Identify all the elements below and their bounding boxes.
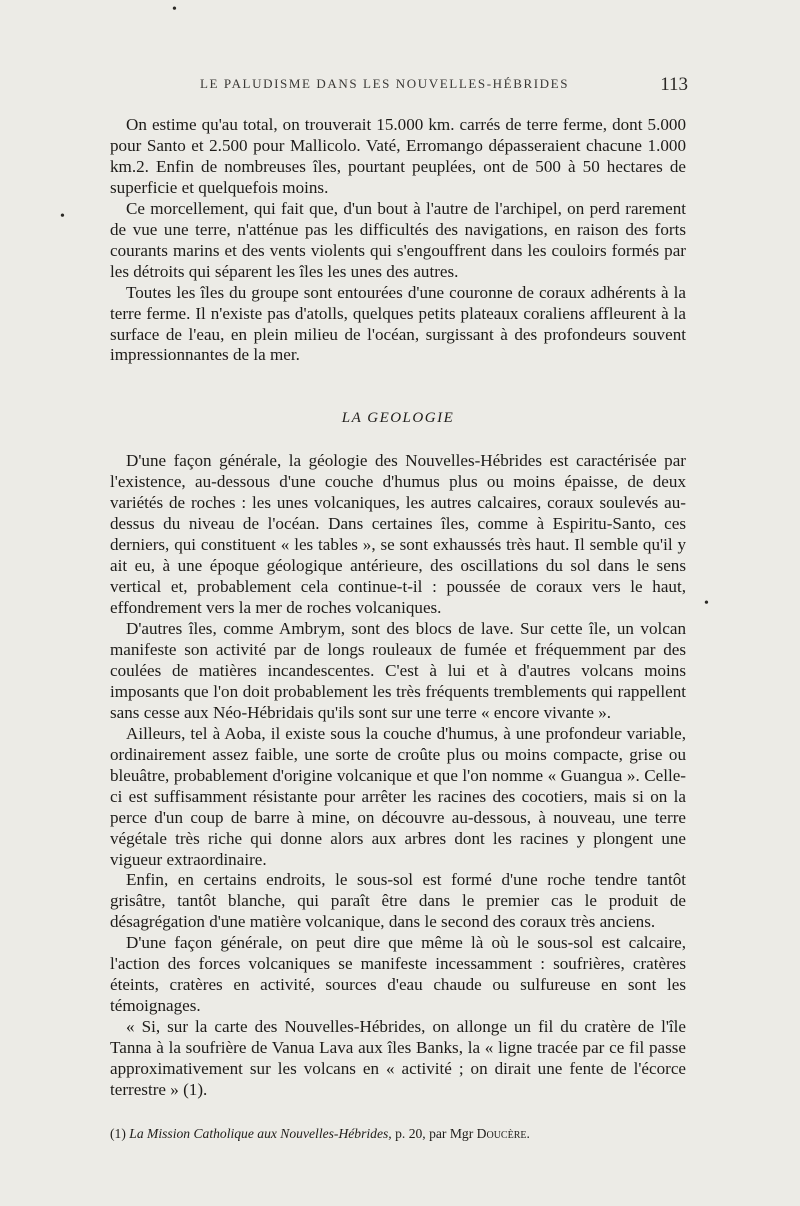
speck-mark: •: [172, 2, 177, 17]
paragraph: Toutes les îles du groupe sont entourées d'une couronne de coraux adhérents à la terre ferme. Il n'existe pas d'atolls, quelques petits plateaux coraliens affleurent à la surface de l'eau, en plein milieu de l'océan, surgissant à des profondeurs souvent impressionnantes de la mer.: [110, 282, 686, 365]
margin-dot: •: [60, 209, 65, 224]
section-title: LA GEOLOGIE: [341, 410, 455, 427]
footnote-title: La Mission Catholique aux Nouvelles-Hébrides,: [129, 1126, 392, 1141]
footnote-author: Doucère.: [476, 1126, 530, 1141]
footnote-number: (1): [110, 1126, 126, 1141]
page-header: [110, 74, 686, 98]
paragraph: On estime qu'au total, on trouverait 15.000 km. carrés de terre ferme, dont 5.000 pour Santo et 2.500 pour Mallicolo. Vaté, Erromango dépasseraient chacune 1.000 km.2. Enfin de nombreuses îles, pourtant peuplées, ont de 500 à 50 hectares de superficie et quelquefois moins.: [110, 115, 686, 197]
footnote: [110, 1125, 686, 1143]
paragraph: Ailleurs, tel à Aoba, il existe sous la couche d'humus, à une profondeur variable, ordinairement assez faible, une sorte de croûte plus ou moins compacte, grise ou bleuâtre, probablement d'origine volcanique et que l'on nomme « Guangua ». Celle-ci est suffisamment résistante pour arrêter les racines des cocotiers, mais si on la perce d'un coup de barre à mine, on découvre au-dessous, à nouveau, une terre végétale très riche qui donne alors aux arbres dont les racines y plongent une vigueur extraordinaire.: [110, 723, 686, 869]
margin-dot: •: [704, 596, 709, 611]
paragraph: D'une façon générale, la géologie des Nouvelles-Hébrides est caractérisée par l'existence, au-dessous d'une couche d'humus plus ou moins épaisse, de deux variétés de roches : les unes volcaniques, les autres calcaires, coraux soulevés au-dessus du niveau de l'océan. Dans certaines îles, comme à Espiritu-Santo, ces derniers, qui constituent « les tables », se sont exhaussés très haut. Il semble qu'il y ait eu, à une époque géologique antérieure, des oscillations du sol dans le sens vertical et, probablement cela continue-t-il : poussée de coraux vers le haut, effondrement vers la mer de roches volcaniques.: [110, 451, 686, 618]
paragraph: Enfin, en certains endroits, le sous-sol est formé d'une roche tendre tantôt grisâtre, tantôt blanche, qui paraît être dans le premier cas le produit de désagrégation d'une matière volcanique, dans le second des coraux très anciens.: [110, 870, 686, 932]
paragraph: D'autres îles, comme Ambrym, sont des blocs de lave. Sur cette île, un volcan manifeste son activité par de longs rouleaux de fumée et fréquemment par des coulées de matières incandescentes. C'est à lui et à d'autres volcans moins imposants que l'on doit probablement les très fréquents tremblements qui rappellent sans cesse aux Néo-Hébridais qu'ils sont sur une terre « encore vivante ».: [110, 619, 686, 722]
running-head: LE PALUDISME DANS LES NOUVELLES-HÉBRIDES: [200, 76, 570, 91]
page-number: 113: [660, 74, 688, 95]
paragraph: D'une façon générale, on peut dire que même là où le sous-sol est calcaire, l'action des forces volcaniques se manifeste incessamment : soufrières, cratères éteints, cratères en activité, sources d'eau chaude ou sulfureuse en sont les témoignages.: [110, 933, 686, 1016]
paragraph-quote: « Si, sur la carte des Nouvelles-Hébrides, on allonge un fil du cratère de l'île Tanna à la soufrière de Vanua Lava aux îles Banks, la « ligne tracée par ce fil passe approximativement sur les volcans en « activité ; on dirait une fente de l'écorce terrestre » (1).: [110, 1017, 686, 1099]
body-text: [110, 115, 686, 1101]
paragraph: Ce morcellement, qui fait que, d'un bout à l'autre de l'archipel, on perd rarement de vue une terre, n'atténue pas les difficultés des navigations, en raison des forts courants marins et des vents violents qui s'engouffrent dans les couloirs formés par les détroits qui séparent les îles les unes des autres.: [110, 198, 686, 281]
footnote-rest: p. 20, par Mgr: [395, 1126, 474, 1141]
